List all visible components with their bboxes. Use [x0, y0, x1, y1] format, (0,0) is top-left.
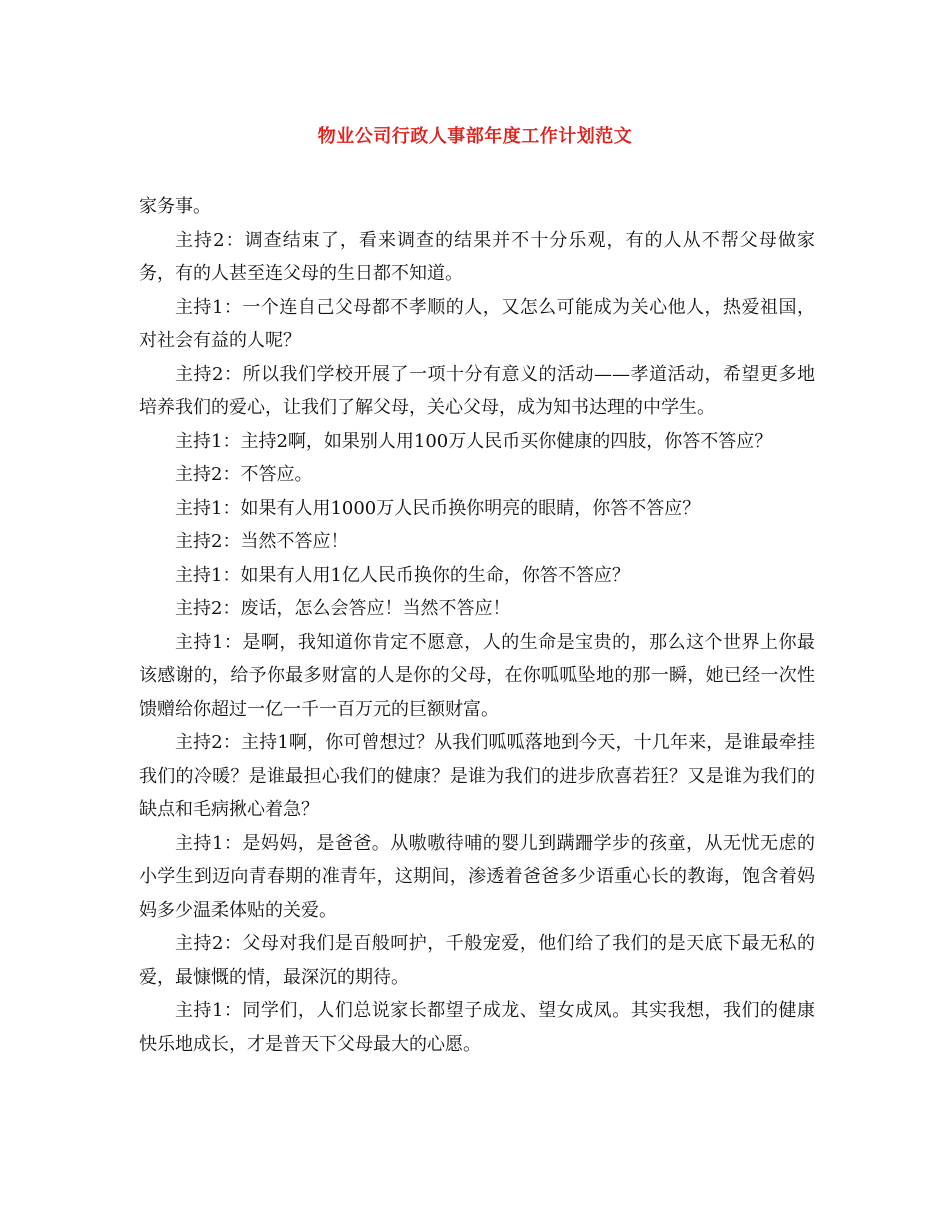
paragraph: 主持1：是妈妈，是爸爸。从嗷嗷待哺的婴儿到蹒跚学步的孩童，从无忧无虑的小学生到迈向青春期的准青年，这期间，渗透着爸爸多少语重心长的教诲，饱含着妈妈多少温柔体贴的关爱。 [139, 832, 815, 921]
paragraph: 主持1：同学们，人们总说家长都望子成龙、望女成凤。其实我想，我们的健康快乐地成长，才是普天下父母最大的心愿。 [139, 1000, 815, 1055]
paragraph: 主持2：调查结束了，看来调查的结果并不十分乐观，有的人从不帮父母做家务，有的人甚至连父母的生日都不知道。 [139, 229, 815, 284]
paragraph: 主持2：当然不答应！ [175, 531, 349, 552]
paragraph: 主持1：如果有人用1亿人民币换你的生命，你答不答应？ [175, 564, 630, 586]
document-title: 物业公司行政人事部年度工作计划范文 [317, 126, 633, 147]
paragraph: 主持2：不答应。 [175, 464, 313, 485]
paragraph: 主持1：一个连自己父母都不孝顺的人，又怎么可能成为关心他人，热爱祖国，对社会有益的人呢？ [139, 296, 815, 351]
paragraph: 主持1：如果有人用1000万人民币换你明亮的眼睛，你答不答应？ [175, 497, 701, 519]
paragraph: 主持2：废话，怎么会答应！当然不答应！ [175, 598, 511, 619]
paragraph: 家务事。 [139, 196, 211, 217]
paragraph: 主持2：所以我们学校开展了一项十分有意义的活动——孝道活动，希望更多地培养我们的爱心，让我们了解父母，关心父母，成为知书达理的中学生。 [139, 363, 815, 418]
document-body [139, 190, 815, 1061]
paragraph: 主持1：主持2啊，如果别人用100万人民币买你健康的四肢，你答不答应？ [175, 430, 773, 452]
paragraph: 主持2：父母对我们是百般呵护，千般宠爱，他们给了我们的是天底下最无私的爱，最慷慨的情，最深沉的期待。 [139, 933, 815, 988]
paragraph: 主持2：主持1啊，你可曾想过？从我们呱呱落地到今天，十几年来，是谁最牵挂我们的冷暖？是谁最担心我们的健康？是谁为我们的进步欣喜若狂？又是谁为我们的缺点和毛病揪心着急？ [139, 732, 815, 820]
paragraph: 主持1：是啊，我知道你肯定不愿意，人的生命是宝贵的，那么这个世界上你最该感谢的，给予你最多财富的人是你的父母，在你呱呱坠地的那一瞬，她已经一次性馈赠给你超过一亿一千一百万元的巨额财富。 [139, 631, 815, 720]
